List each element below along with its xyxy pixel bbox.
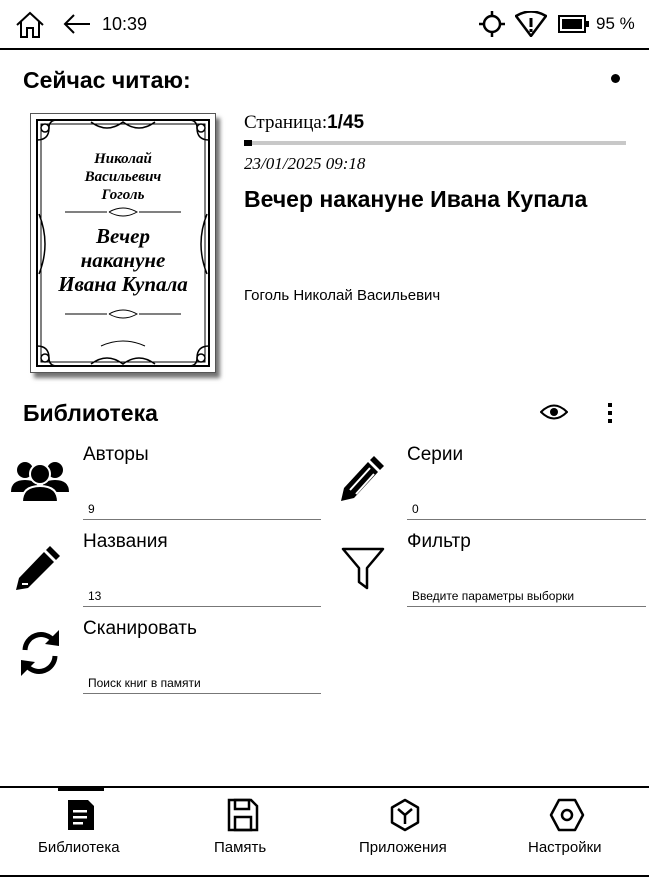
tile-series-label: Серии	[407, 444, 464, 465]
cover-title: Вечер накануне Ивана Купала	[58, 224, 188, 296]
frontlight-icon[interactable]	[478, 10, 506, 38]
tile-filter-label: Фильтр	[407, 531, 471, 552]
authors-icon	[10, 458, 70, 502]
home-icon[interactable]	[14, 9, 46, 41]
reading-progress-fill	[244, 140, 252, 146]
filter-funnel-icon	[341, 546, 385, 590]
cover-author: Николай Васильевич Гоголь	[84, 151, 162, 203]
last-read-date: 23/01/2025 09:18	[244, 154, 366, 173]
page-indicator	[244, 112, 364, 134]
tile-series-value: 0	[407, 502, 646, 520]
eye-icon[interactable]	[540, 403, 568, 421]
tile-scan-value: Поиск книг в памяти	[83, 676, 321, 694]
tile-authors-label: Авторы	[83, 444, 149, 465]
battery-icon	[558, 14, 590, 34]
clock: 10:39	[102, 14, 148, 34]
tile-authors-value: 9	[83, 502, 321, 520]
page-prefix: Страница:	[244, 112, 328, 133]
tile-titles-value: 13	[83, 589, 321, 607]
nav-label-settings: Настройки	[528, 839, 602, 856]
bottom-navigation	[0, 786, 649, 877]
back-arrow-icon[interactable]	[62, 11, 92, 37]
nav-label-memory: Память	[214, 839, 267, 856]
nav-item-library[interactable]	[20, 788, 144, 868]
apps-icon	[388, 798, 422, 832]
floppy-icon	[227, 798, 259, 832]
tile-filter-value: Введите параметры выборки	[407, 589, 646, 607]
settings-icon	[549, 798, 585, 832]
reading-progress-bar	[244, 141, 626, 145]
status-bar	[0, 0, 649, 50]
book-icon	[66, 798, 96, 832]
titles-pencil-icon	[14, 544, 60, 592]
now-reading-menu-dot[interactable]	[611, 74, 620, 83]
nav-label-apps: Приложения	[359, 839, 447, 856]
now-reading-title: Сейчас читаю:	[23, 67, 191, 93]
series-pencil-icon	[338, 454, 384, 504]
more-vert-icon[interactable]	[606, 402, 614, 424]
current-book-author: Гоголь Николай Васильевич	[244, 287, 441, 304]
wifi-icon[interactable]	[515, 11, 547, 37]
tile-scan-label: Сканировать	[83, 618, 197, 639]
scan-refresh-icon	[17, 628, 63, 678]
nav-item-apps[interactable]	[352, 788, 462, 868]
nav-item-memory[interactable]	[190, 788, 300, 868]
current-book-title[interactable]: Вечер накануне Ивана Купала	[244, 186, 588, 212]
nav-item-settings[interactable]	[520, 788, 630, 868]
library-title: Библиотека	[23, 400, 158, 426]
tile-titles-label: Названия	[83, 531, 168, 552]
battery-percent: 95 %	[596, 14, 635, 33]
nav-label-library: Библиотека	[38, 839, 120, 856]
page-value: 1/45	[327, 112, 365, 133]
book-cover[interactable]	[30, 113, 216, 373]
